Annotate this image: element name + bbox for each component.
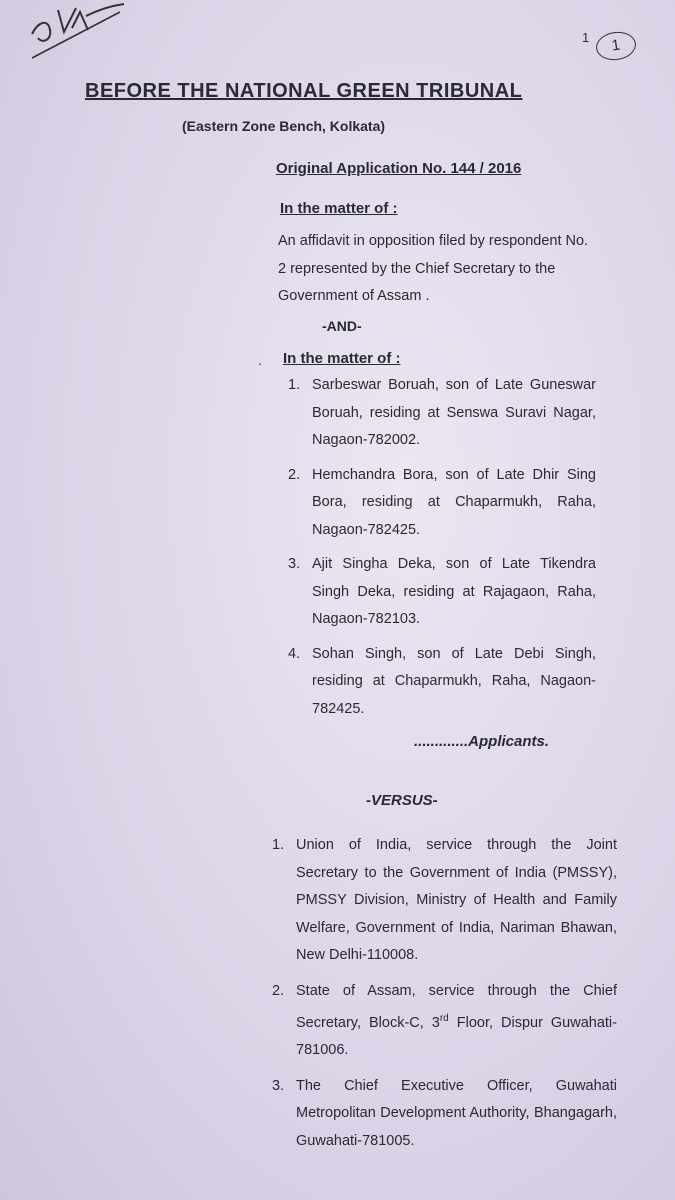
list-item: 2. State of Assam, service through the Chief Secretary, Block-C, 3rd Floor, Dispur Guwahati-781006. <box>272 982 617 1059</box>
list-item: 1. Sarbeswar Boruah, son of Late Guneswar Boruah, residing at Senswa Suravi Nagar, Nagaon-782002. <box>288 377 596 448</box>
applicants-list <box>288 372 596 723</box>
list-item: 3. Ajit Singha Deka, son of Late Tikendra Singh Deka, residing at Rajagaon, Raha, Nagaon-782103. <box>288 556 596 627</box>
and-separator: -AND- <box>322 318 362 334</box>
matter-heading-1: In the matter of : <box>280 200 398 217</box>
bench-name: (Eastern Zone Bench, Kolkata) <box>182 118 386 134</box>
versus-separator: -VERSUS- <box>366 792 438 809</box>
circled-page-number: 1 <box>594 29 638 62</box>
page-number: 1 <box>582 30 590 45</box>
applicants-label: .............Applicants. <box>414 733 550 750</box>
document-title: BEFORE THE NATIONAL GREEN TRIBUNAL <box>85 80 523 102</box>
list-item: 1. Union of India, service through the Joint Secretary to the Government of India (PMSSY), PMSSY Division, Ministry of Health and Family Welfare, Government of India, Nariman Bhawan, New Delhi-110008. <box>272 837 617 963</box>
case-number: Original Application No. 144 / 2016 <box>276 160 522 177</box>
respondents-list <box>272 832 617 1155</box>
list-item: 4. Sohan Singh, son of Late Debi Singh, residing at Chaparmukh, Raha, Nagaon-782425. <box>288 645 596 717</box>
list-item: 3. The Chief Executive Officer, Guwahati Metropolitan Development Authority, Bhangagarh, Guwahati-781005. <box>272 1077 617 1149</box>
matter-description: An affidavit in opposition filed by respondent No. 2 represented by the Chief Secretary to the Government of Assam . <box>278 233 589 304</box>
margin-dot: . <box>258 352 262 368</box>
handwritten-initials <box>28 0 128 62</box>
list-item: 2. Hemchandra Bora, son of Late Dhir Sing Bora, residing at Chaparmukh, Raha, Nagaon-782425. <box>288 466 596 538</box>
matter-heading-2: In the matter of : <box>283 350 401 367</box>
